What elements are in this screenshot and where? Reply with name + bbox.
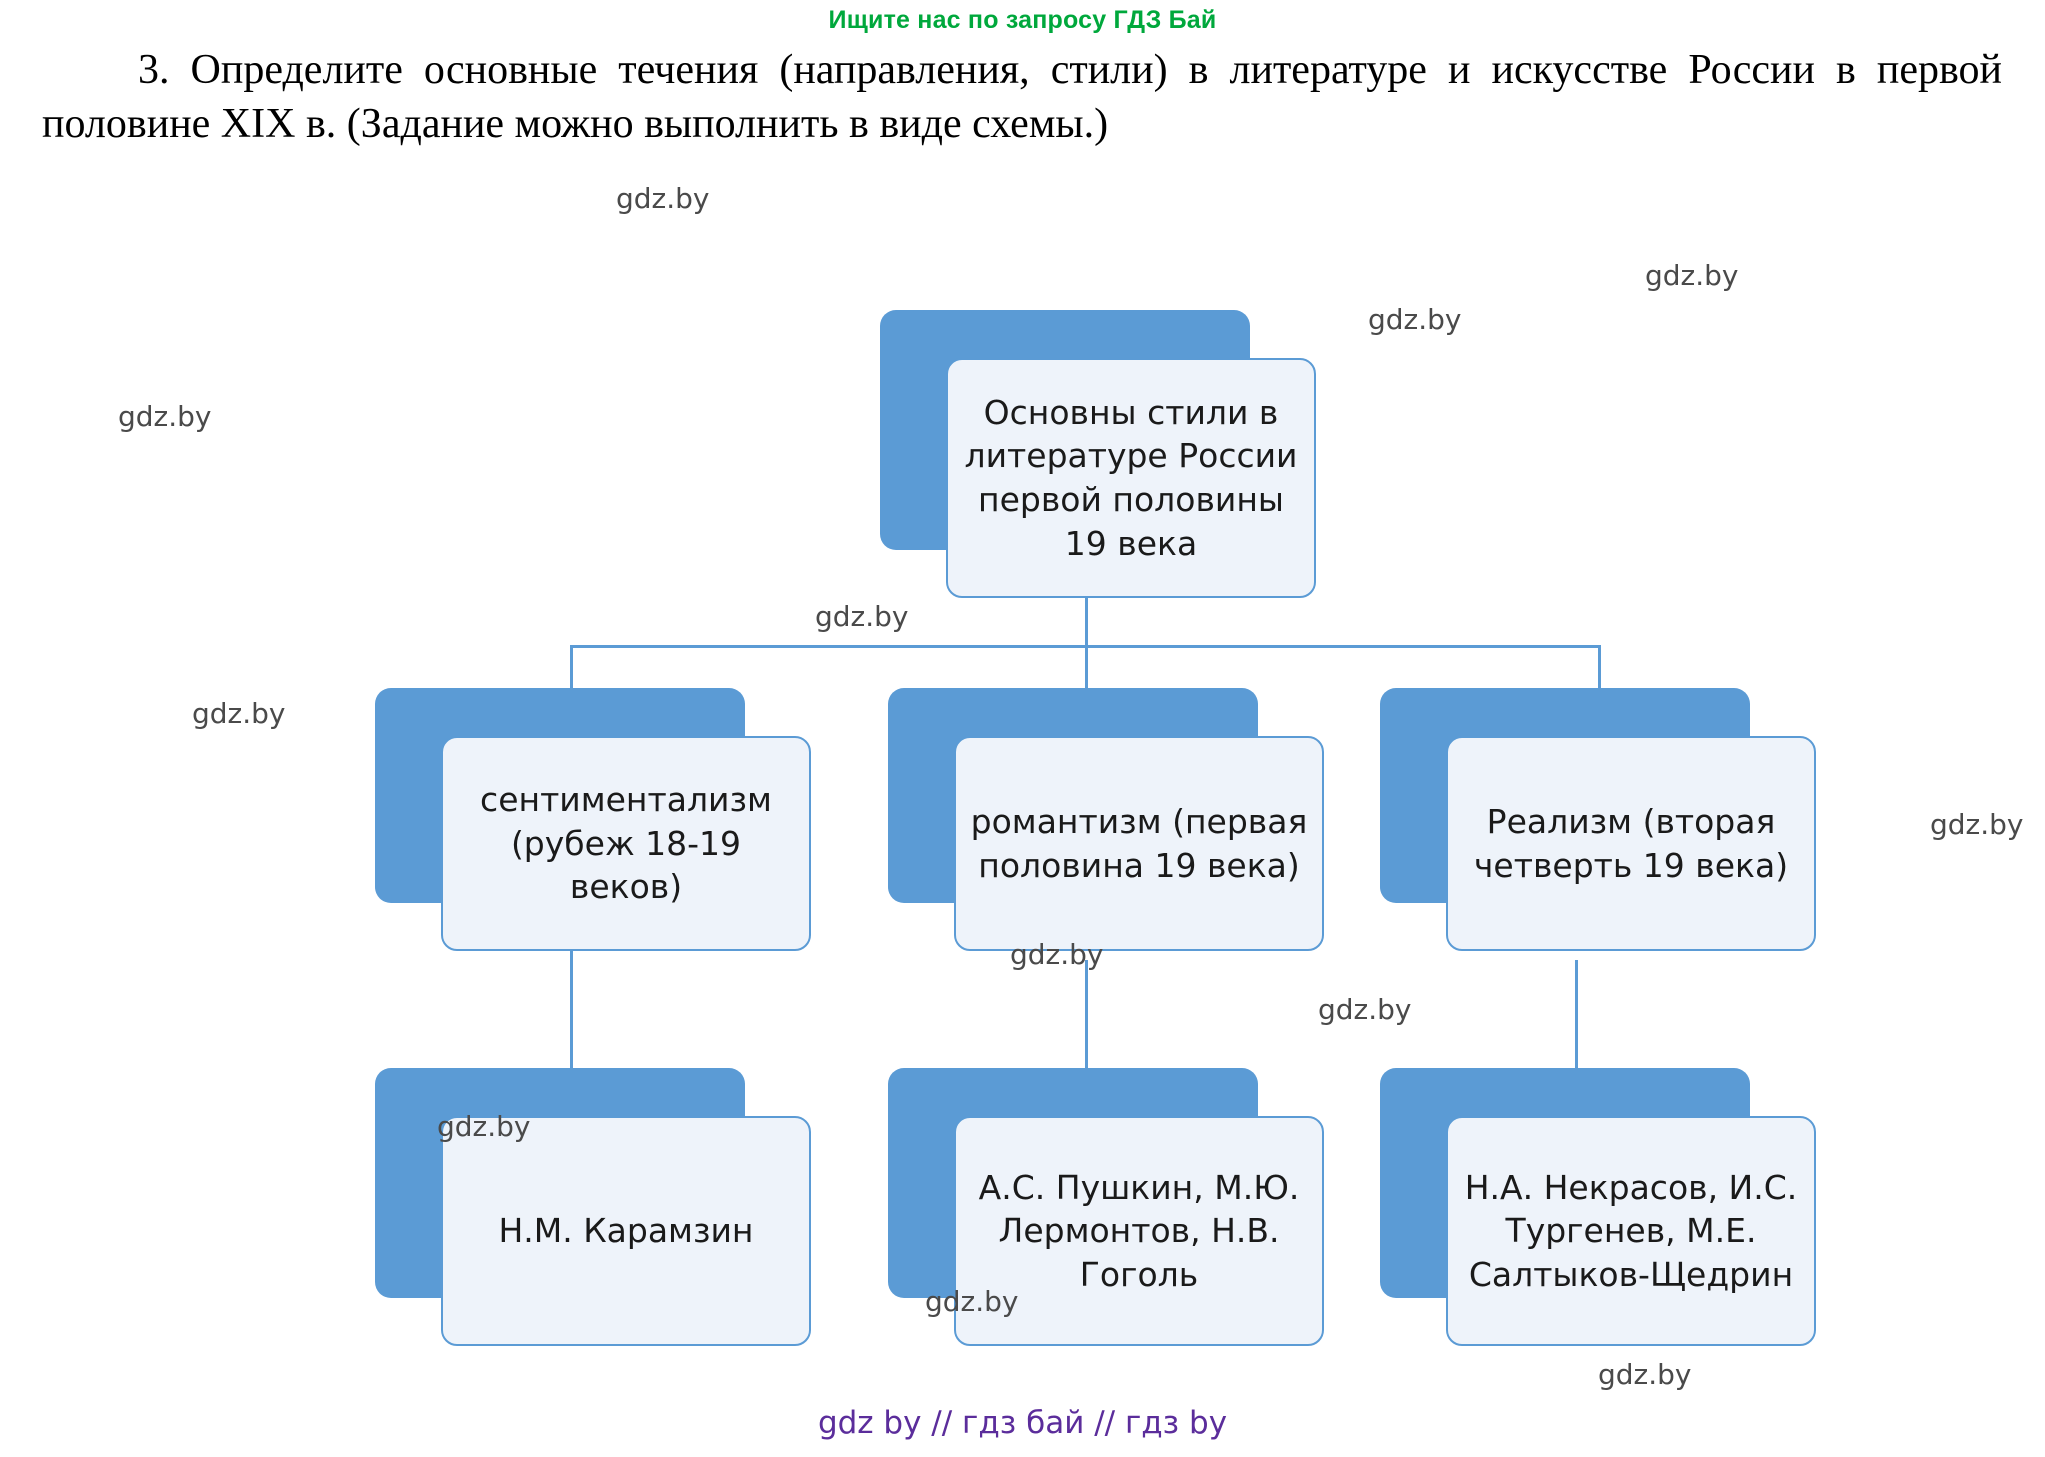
node-romanticism[interactable] [888,688,1308,903]
watermark: gdz.by [1318,993,1412,1026]
node-sentimentalism-card[interactable] [441,736,811,951]
node-karamzin-card[interactable] [441,1116,811,1346]
node-root-card[interactable] [946,358,1316,598]
watermark: gdz.by [1598,1358,1692,1391]
watermark: gdz.by [1645,259,1739,292]
node-realism[interactable] [1380,688,1789,903]
node-realism-card[interactable] [1446,736,1816,951]
question-number: 3. [138,47,170,93]
node-root-label: Основны стили в литературе России первой половины 19 века [964,392,1298,563]
node-romanticism-card[interactable] [954,736,1324,951]
node-sentimentalism[interactable] [375,688,772,907]
question-body: Определите основные течения (направления, стили) в литературе и искусстве России в первой половине XIX в. (Задание можно выполнить в виде схемы.) [42,47,2002,147]
watermark: gdz.by [1930,808,2024,841]
node-realist-authors-label: Н.А. Некрасов, И.С. Тургенев, М.Е. Салтыков-Щедрин [1464,1167,1798,1294]
node-karamzin-label: Н.М. Карамзин [498,1211,754,1251]
connector-root-down [1085,597,1088,647]
node-realism-label: Реализм (вторая четверть 19 века) [1473,801,1789,885]
node-sentimentalism-label: сентиментализм (рубеж 18-19 веков) [480,780,772,907]
watermark: gdz.by [192,697,286,730]
node-romantic-authors-label: А.С. Пушкин, М.Ю. Лермонтов, Н.В. Гоголь [978,1167,1300,1294]
node-realist-authors-card[interactable] [1446,1116,1816,1346]
node-karamzin[interactable] [375,1068,754,1298]
node-realist-authors[interactable] [1380,1068,1798,1298]
watermark: gdz.by [925,1285,1019,1318]
watermark: gdz.by [437,1110,531,1143]
watermark: gdz.by [815,600,909,633]
site-banner: Ищите нас по запросу ГДЗ Бай [828,6,1217,34]
node-romantic-authors[interactable] [888,1068,1300,1298]
watermark: gdz.by [1010,938,1104,971]
node-root[interactable] [880,310,1298,563]
node-romanticism-label: романтизм (первая половина 19 века) [970,801,1308,885]
watermark: gdz.by [118,400,212,433]
watermark: gdz.by [616,182,710,215]
watermark: gdz.by [1368,303,1462,336]
footer-watermark: gdz by // гдз бай // гдз by [817,1405,1228,1441]
